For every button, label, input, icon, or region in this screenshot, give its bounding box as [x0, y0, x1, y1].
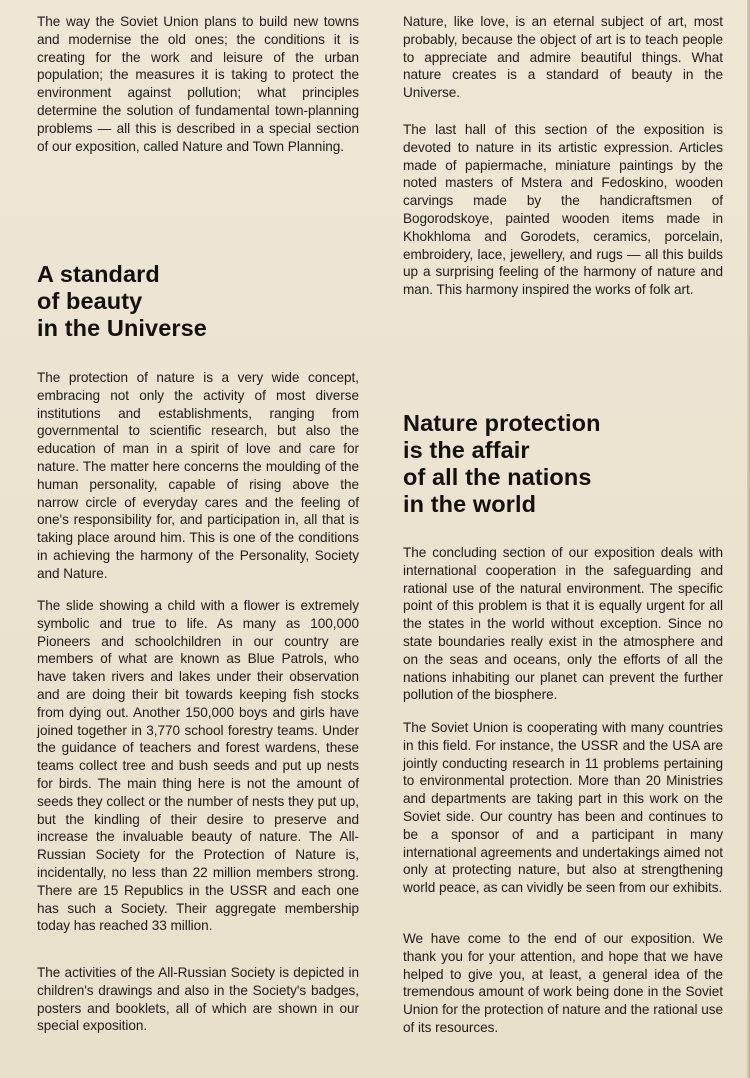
heading-line: Nature protection	[403, 410, 601, 436]
heading-line: is the affair	[403, 437, 530, 463]
heading-line: of all the nations	[403, 464, 592, 490]
heading-line: of beauty	[37, 288, 143, 314]
heading-line: in the Universe	[37, 315, 207, 341]
heading-standard-of-beauty	[37, 261, 359, 342]
paragraph-protection-of-nature: The protection of nature is a very wide concept, embracing not only the activity of most diverse institutions and establishments, ranging from governmental to scientific research, but also the education of man in a spirit of love and care for nature. The matter here concerns the moulding of the human personality, capable of rising above the narrow circle of everyday cares and the feeling of one's responsibility for, and participation in, all that is taking place around him. This is one of the conditions in achieving the harmony of the Personality, Society and Nature.	[37, 370, 359, 581]
paragraph-all-russian-society: The activities of the All-Russian Society is depicted in children's drawings and also in the Society's badges, posters and booklets, all of which are shown in our special exposition.	[37, 965, 359, 1034]
paragraph-last-hall: The last hall of this section of the exposition is devoted to nature in its artistic expression. Articles made of papiermache, miniature paintings by the noted masters of Mstera and Fedoskino, wooden carvings made by the handicraftsmen of Bogorodskoye, painted wooden items made in Khokhloma and Gorodets, ceramics, porcelain, embroidery, lace, jewellery, and rugs — all this builds up a surprising feeling of the harmony of nature and man. This harmony inspired the works of folk art.	[403, 122, 723, 298]
intro-paragraph: The way the Soviet Union plans to build new towns and modernise the old ones; the conditions it is creating for the work and leisure of the urban population; the measures it is taking to protect the environment against pollution; what principles determine the solution of fundamental town-planning problems — all this is described in a special section of our exposition, called Nature and Town Planning.	[37, 14, 359, 154]
paragraph-child-with-flower: The slide showing a child with a flower is extremely symbolic and true to life. As many as 100,000 Pioneers and schoolchildren in our country are members of what are known as Blue Patrols, who have taken rivers and lakes under their observation and are doing their bit towards keeping fish stocks from dying out. Another 150,000 boys and girls have joined together in 3,770 school forestry teams. Under the guidance of teachers and forest wardens, these teams collect tree and bush seeds and put up nests for birds. The main thing here is not the amount of seeds they collect or the number of nests they put up, but the kindling of their desire to preserve and increase the invaluable beauty of nature. The All-Russian Society for the Protection of Nature is, incidentally, no less than 22 million members strong. There are 15 Republics in the USSR and each one has such a Society. Their aggregate membership today has reached 33 million.	[37, 598, 359, 934]
paragraph-concluding-section: The concluding section of our exposition deals with international cooperation in the safeguarding and rational use of the natural environment. The specific point of this problem is that it is equally urgent for all the states in the world without exception. Since no state boundaries really exist in the atmosphere and on the seas and oceans, only the efforts of all the nations inhabiting our planet can prevent the further pollution of the biosphere.	[403, 545, 723, 703]
paragraph-nature-like-love: Nature, like love, is an eternal subject of art, most probably, because the object of art is to teach people to appreciate and admire beautiful things. What nature creates is a standard of beauty in the Universe.	[403, 14, 723, 101]
heading-nature-protection	[403, 410, 723, 518]
paragraph-soviet-cooperation: The Soviet Union is cooperating with many countries in this field. For instance, the USSR and the USA are jointly conducting research in 11 problems pertaining to environmental protection. More than 20 Ministries and departments are taking part in this work on the Soviet side. Our country has been and continues to be a sponsor of and a participant in many international agreements and undertakings aimed not only at protecting nature, but also at strengthening world peace, as can vividly be seen from our exhibits.	[403, 720, 723, 896]
paragraph-end-of-exposition: We have come to the end of our exposition. We thank you for your attention, and hope that we have helped to give you, at least, a general idea of the tremendous amount of work being done in the Soviet Union for the protection of nature and the rational use of its resources.	[403, 931, 723, 1035]
heading-line: in the world	[403, 491, 537, 517]
heading-line: A standard	[37, 261, 160, 287]
